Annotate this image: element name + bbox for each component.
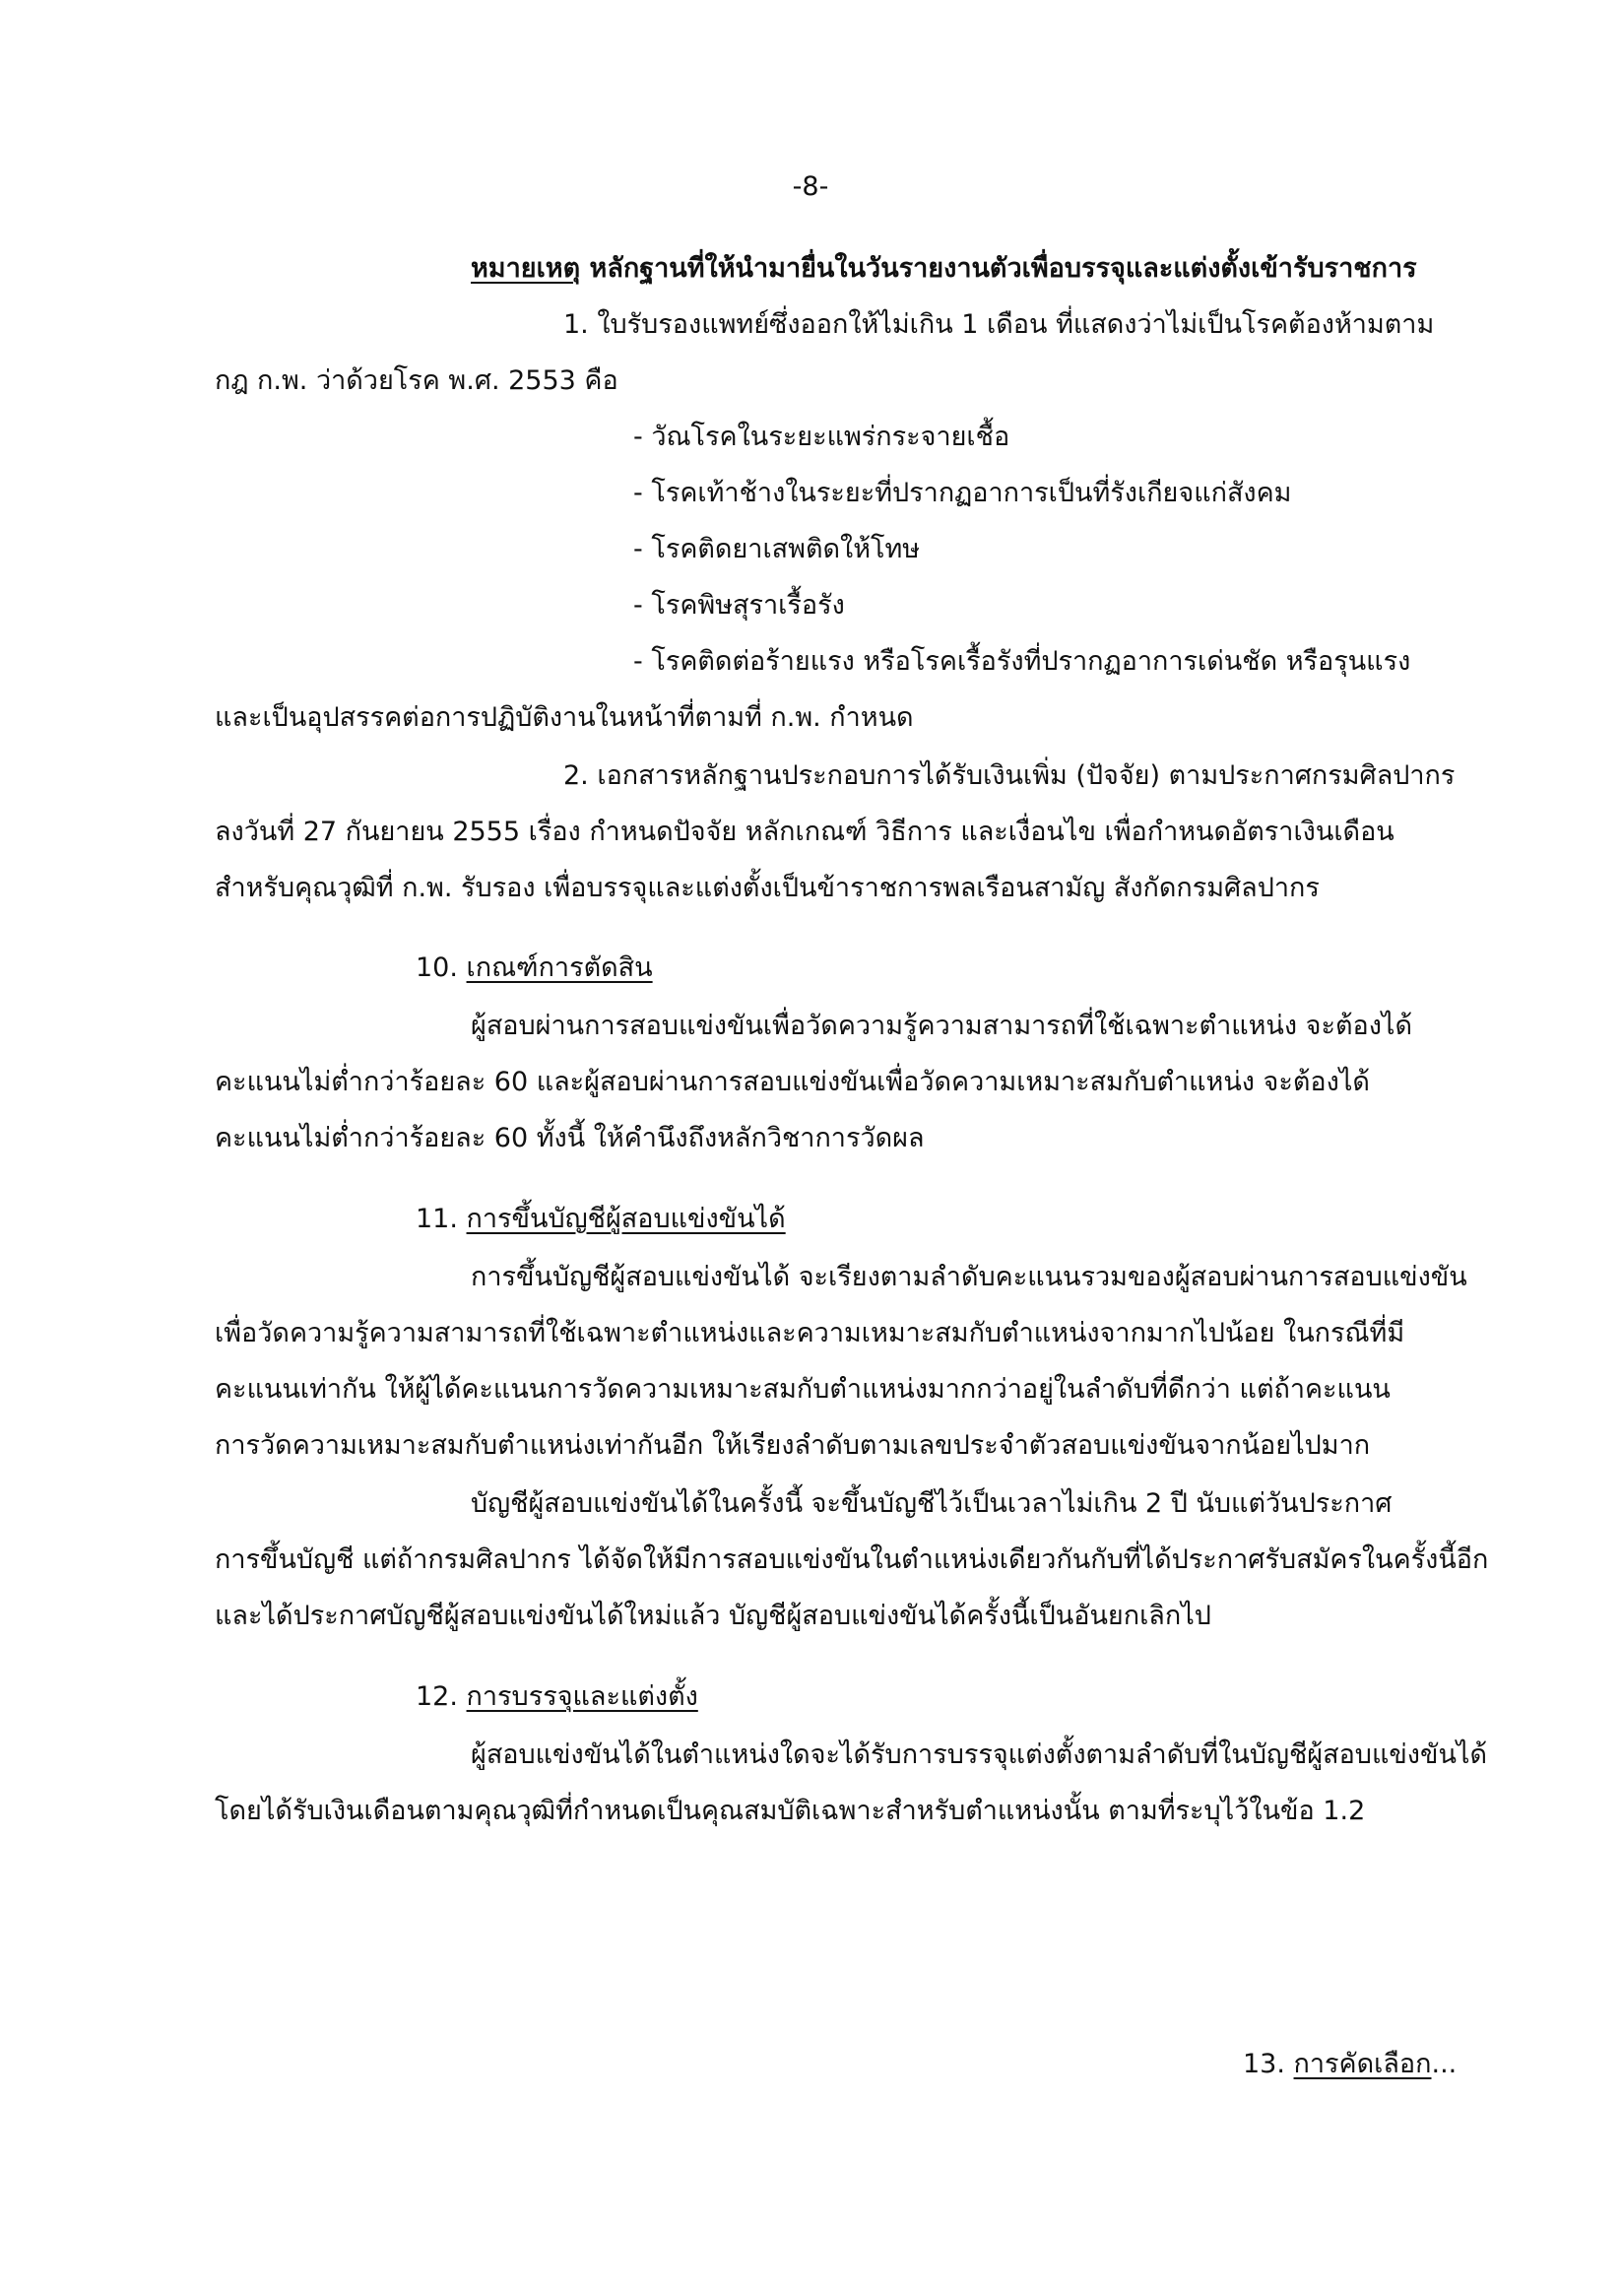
section10-line: ผู้สอบผ่านการสอบแข่งขันเพื่อวัดความรู้ความสามารถที่ใช้เฉพาะตำแหน่ง จะต้องได้ xyxy=(471,1011,1413,1041)
section11-para2-line: บัญชีผู้สอบแข่งขันได้ในครั้งนี้ จะขึ้นบัญชีไว้เป็นเวลาไม่เกิน 2 ปี นับแต่วันประกาศ xyxy=(471,1488,1393,1519)
footer-next-heading: การคัดเลือก xyxy=(1293,2049,1432,2079)
note-item2-line: ลงวันที่ 27 กันยายน 2555 เรื่อง กำหนดปัจจัย หลักเกณฑ์ วิธีการ และเงื่อนไข เพื่อกำหนดอัตราเงินเดือน xyxy=(215,817,1394,847)
note-heading xyxy=(471,249,1417,289)
section11-para1-line: คะแนนเท่ากัน ให้ผู้ได้คะแนนการวัดความเหมาะสมกับตำแหน่งมากกว่าอยู่ในลำดับที่ดีกว่า แต่ถ้าคะแนน xyxy=(215,1374,1391,1405)
section10-title: เกณฑ์การตัดสิน xyxy=(466,952,653,983)
section11-para2-line: และได้ประกาศบัญชีผู้สอบแข่งขันได้ใหม่แล้ว บัญชีผู้สอบแข่งขันได้ครั้งนี้เป็นอันยกเลิกไป xyxy=(215,1601,1211,1631)
next-page-footer xyxy=(1243,2045,1457,2084)
footer-ellipsis: ... xyxy=(1431,2049,1458,2079)
disease-item: - โรคติดต่อร้ายแรง หรือโรคเรื้อรังที่ปรากฏอาการเด่นชัด หรือรุนแรง xyxy=(633,646,1411,677)
section11-para1-line: การวัดความเหมาะสมกับตำแหน่งเท่ากันอีก ให้เรียงลำดับตามเลขประจำตัวสอบแข่งขันจากน้อยไปมาก xyxy=(215,1430,1371,1461)
section11-para2-line: การขึ้นบัญชี แต่ถ้ากรมศิลปากร ได้จัดให้มีการสอบแข่งขันในตำแหน่งเดียวกันกับที่ได้ประกาศรับสมัครในครั้งนี้อีก xyxy=(215,1544,1489,1575)
section10-line: คะแนนไม่ต่ำกว่าร้อยละ 60 และผู้สอบผ่านการสอบแข่งขันเพื่อวัดความเหมาะสมกับตำแหน่ง จะต้องได้ xyxy=(215,1067,1370,1097)
section12-line: โดยได้รับเงินเดือนตามคุณวุฒิที่กำหนดเป็นคุณสมบัติเฉพาะสำหรับตำแหน่งนั้น ตามที่ระบุไว้ในข้อ 1.2 xyxy=(215,1796,1366,1826)
section12-line: ผู้สอบแข่งขันได้ในตำแหน่งใดจะได้รับการบรรจุแต่งตั้งตามลำดับที่ในบัญชีผู้สอบแข่งขันได้ xyxy=(471,1739,1488,1770)
footer-number: 13. xyxy=(1243,2049,1285,2079)
note-item2-line: 2. เอกสารหลักฐานประกอบการได้รับเงินเพิ่ม (ปัจจัย) ตามประกาศกรมศิลปากร xyxy=(563,760,1456,791)
section11-para1-line: เพื่อวัดความรู้ความสามารถที่ใช้เฉพาะตำแหน่งและความเหมาะสมกับตำแหน่งจากมากไปน้อย ในกรณีที่มี xyxy=(215,1318,1405,1348)
note-item1-line1: 1. ใบรับรองแพทย์ซึ่งออกให้ไม่เกิน 1 เดือน ที่แสดงว่าไม่เป็นโรคต้องห้ามตาม xyxy=(563,309,1435,340)
page-number: -8- xyxy=(792,171,829,202)
note-item1-line2: กฎ ก.พ. ว่าด้วยโรค พ.ศ. 2553 คือ xyxy=(215,365,618,396)
section10-number: 10. xyxy=(416,952,458,983)
section11-para1-line: การขึ้นบัญชีผู้สอบแข่งขันได้ จะเรียงตามลำดับคะแนนรวมของผู้สอบผ่านการสอบแข่งขัน xyxy=(471,1262,1467,1292)
note-item2-line: สำหรับคุณวุฒิที่ ก.พ. รับรอง เพื่อบรรจุและแต่งตั้งเป็นข้าราชการพลเรือนสามัญ สังกัดกรมศิลปากร xyxy=(215,873,1320,903)
disease-item: - โรคพิษสุราเรื้อรัง xyxy=(633,590,845,621)
section12-heading xyxy=(416,1677,698,1717)
section12-title: การบรรจุและแต่งตั้ง xyxy=(466,1681,698,1712)
note-label: หมายเหตุ xyxy=(471,253,581,284)
section11-title: การขึ้นบัญชีผู้สอบแข่งขันได้ xyxy=(466,1204,786,1234)
disease-item: - วัณโรคในระยะแพร่กระจายเชื้อ xyxy=(633,422,1010,452)
section10-line: คะแนนไม่ต่ำกว่าร้อยละ 60 ทั้งนี้ ให้คำนึงถึงหลักวิชาการวัดผล xyxy=(215,1123,925,1153)
note-item1-end: และเป็นอุปสรรคต่อการปฏิบัติงานในหน้าที่ตามที่ ก.พ. กำหนด xyxy=(215,702,914,733)
section12-number: 12. xyxy=(416,1681,458,1712)
section10-heading xyxy=(416,949,653,988)
section11-number: 11. xyxy=(416,1204,458,1234)
section11-heading xyxy=(416,1200,786,1239)
disease-item: - โรคเท้าช้างในระยะที่ปรากฏอาการเป็นที่รังเกียจแก่สังคม xyxy=(633,478,1292,508)
note-title: หลักฐานที่ให้นำมายื่นในวันรายงานตัวเพื่อบรรจุและแต่งตั้งเข้ารับราชการ xyxy=(589,253,1417,284)
disease-item: - โรคติดยาเสพติดให้โทษ xyxy=(633,534,921,564)
